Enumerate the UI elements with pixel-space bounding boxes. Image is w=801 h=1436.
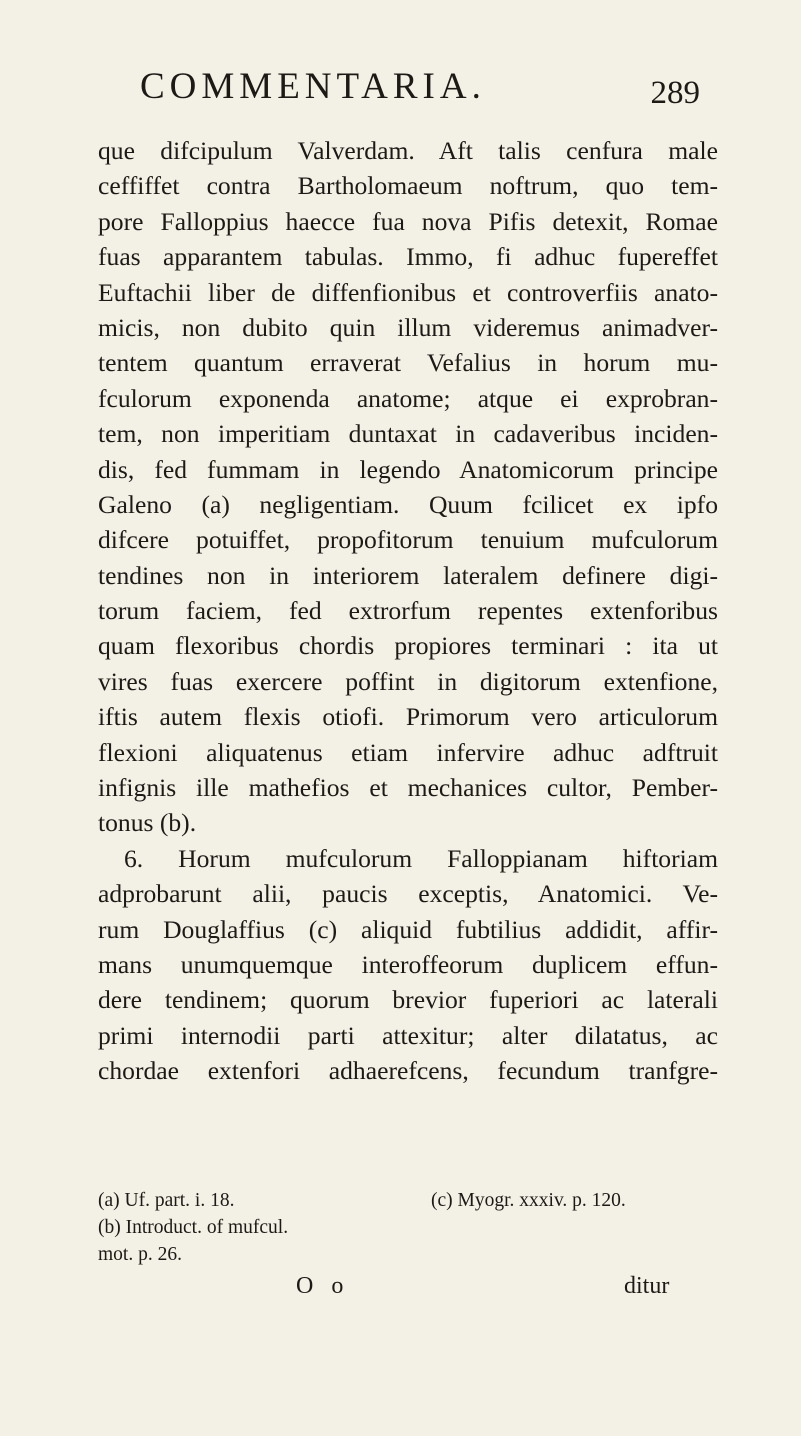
text-line: que difcipulum Valverdam. Aft talis cenfura male <box>98 136 718 165</box>
text-line: primi internodii parti attexitur; alter dilatatus, ac <box>98 1020 718 1050</box>
text-line: tentem quantum erraverat Vefalius in horum mu- <box>98 348 718 378</box>
text-line: pore Falloppius haecce fua nova Pifis detexit, Romae <box>98 206 718 236</box>
text-line: flexioni aliquatenus etiam infervire adhuc adftruit <box>98 737 718 767</box>
text-line: dis, fed fummam in legendo Anatomicorum principe <box>98 454 718 484</box>
text-line: dere tendinem; quorum brevior fuperiori ac laterali <box>98 985 718 1015</box>
text-line: rum Douglaffius (c) aliquid fubtilius addidit, affir- <box>98 914 718 944</box>
text-line: Euftachii liber de diffenfionibus et controverfiis anato- <box>98 277 718 307</box>
footnote-a: (a) Uf. part. i. 18. <box>98 1190 235 1211</box>
footnote-b: (b) Introduct. of mufcul. <box>98 1217 289 1238</box>
footnote-row <box>98 1241 718 1268</box>
text-line: vires fuas exercere poffint in digitorum extenfione, <box>98 666 718 696</box>
text-line: tonus (b). <box>98 808 197 838</box>
footnote-b-continued: mot. p. 26. <box>98 1244 182 1265</box>
text-line: difcere potuiffet, propofitorum tenuium mufculorum <box>98 525 718 555</box>
text-line: tendines non in interiorem lateralem definere digi- <box>98 560 718 590</box>
text-line: tem, non imperitiam duntaxat in cadaveribus inciden- <box>98 419 718 449</box>
text-line: quam flexoribus chordis propiores terminari : ita ut <box>98 631 718 661</box>
footnote-c: (c) Myogr. xxxiv. p. 120. <box>431 1190 626 1211</box>
signature-mark: O o <box>296 1273 350 1299</box>
text-line: mans unumquemque interoffeorum duplicem effun- <box>98 949 718 979</box>
footnote-row <box>98 1187 718 1214</box>
text-line: infignis ille mathefios et mechanices cultor, Pember- <box>98 773 718 803</box>
text-line: torum faciem, fed extrorfum repentes extenforibus <box>98 596 718 626</box>
page-number: 289 <box>650 75 700 111</box>
running-head <box>140 62 700 122</box>
text-line: iftis autem flexis otiofi. Primorum vero articulorum <box>98 702 718 732</box>
text-line: adprobarunt alii, paucis exceptis, Anatomici. Ve- <box>98 879 718 909</box>
catchword: ditur <box>624 1273 670 1299</box>
running-title: COMMENTARIA. <box>140 66 486 107</box>
text-line: Galeno (a) negligentiam. Quum fcilicet ex ipfo <box>98 489 718 519</box>
text-line: chordae extenfori adhaerefcens, fecundum tranfgre- <box>98 1056 718 1086</box>
text-line: ceffiffet contra Bartholomaeum noftrum, quo tem- <box>98 171 718 201</box>
body-text <box>98 133 718 1089</box>
text-line: fuas apparantem tabulas. Immo, fi adhuc fupereffet <box>98 242 718 272</box>
footnote-row <box>98 1214 718 1241</box>
footnotes <box>98 1187 718 1268</box>
text-line: fculorum exponenda anatome; atque ei exprobran- <box>98 383 718 413</box>
text-line: 6. Horum mufculorum Falloppianam hiftoriam <box>124 843 718 873</box>
text-line: micis, non dubito quin illum videremus animadver- <box>98 312 718 342</box>
